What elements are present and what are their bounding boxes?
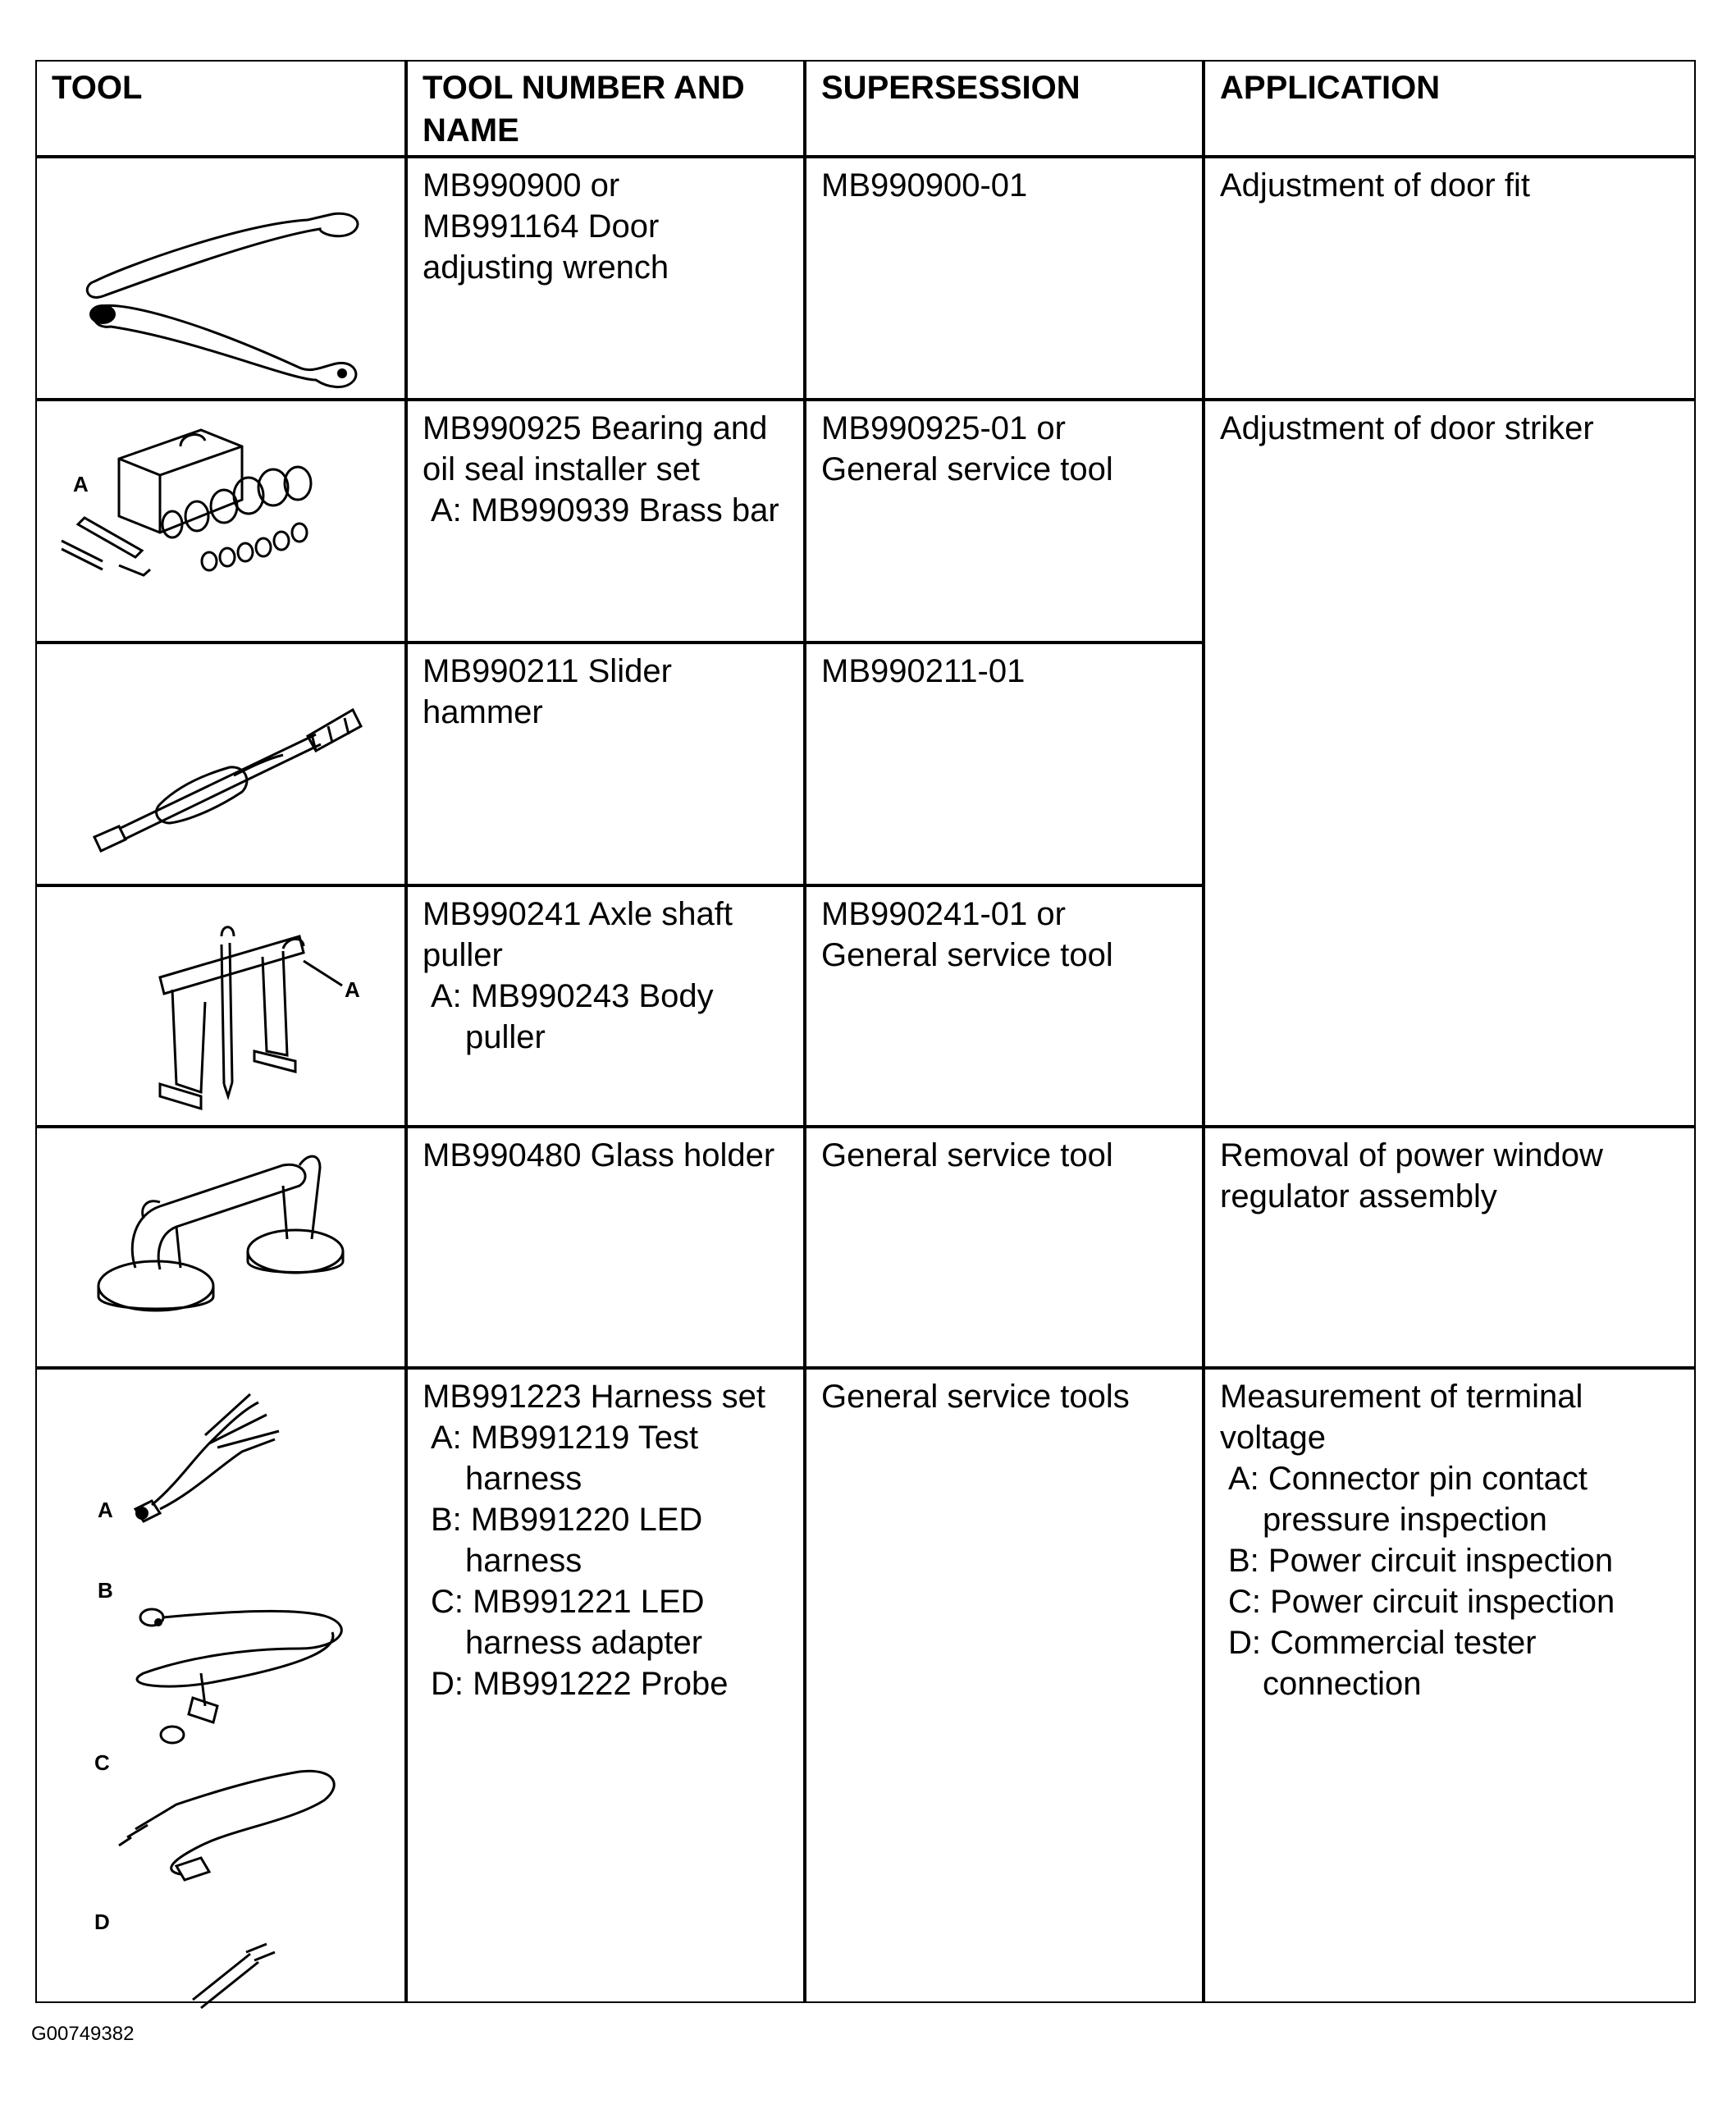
row4-tool-cell <box>35 885 406 1127</box>
row6-number-line: harness <box>465 1461 582 1497</box>
row2-supersession-line: MB990925-01 or <box>821 410 1066 446</box>
row5-supersession-cell <box>805 1127 1204 1368</box>
row3-tool-cell <box>35 643 406 885</box>
header-tool-number <box>406 60 805 157</box>
header-application-label: APPLICATION <box>1220 70 1441 106</box>
row5-application-cell <box>1204 1127 1696 1368</box>
row1-supersession-cell <box>805 157 1204 400</box>
row6-tool-callout-c: C <box>94 1750 110 1775</box>
row4-number-cell <box>406 885 805 1127</box>
row2-tool-cell <box>35 400 406 643</box>
row6-number-line: C: MB991221 LED <box>431 1584 705 1620</box>
row2-tool-callout: A <box>73 472 89 496</box>
figure-id: G00749382 <box>31 2023 135 2045</box>
row4-number-line: MB990241 Axle shaft <box>423 896 733 932</box>
row6-number-line: harness adapter <box>465 1625 703 1661</box>
special-tools-table <box>36 61 1697 2004</box>
bearing-installer-set-illustration <box>37 401 408 644</box>
row6-supersession-line: General service tools <box>821 1379 1130 1415</box>
row1-number-line: MB990900 or <box>423 167 620 204</box>
row4-number-line: puller <box>423 937 503 973</box>
slider-hammer-illustration <box>37 644 408 887</box>
header-tool-label: TOOL <box>52 70 143 106</box>
row4-number-line: A: MB990243 Body <box>431 978 714 1014</box>
row5-number-cell <box>406 1127 805 1368</box>
row6-tool-callout-b: B <box>98 1578 113 1603</box>
harness-set-illustration <box>37 1370 408 2005</box>
axle-shaft-puller-illustration <box>37 887 408 1128</box>
header-supersession-label: SUPERSESSION <box>821 70 1080 106</box>
row2-application-line: Adjustment of door striker <box>1220 410 1594 446</box>
row5-tool-cell <box>35 1127 406 1368</box>
row6-application-line: B: Power circuit inspection <box>1228 1543 1614 1579</box>
door-adjusting-wrench-illustration <box>37 158 408 401</box>
row6-application-line: A: Connector pin contact <box>1228 1461 1588 1497</box>
row6-tool-callout-d: D <box>94 1910 110 1934</box>
glass-holder-illustration <box>37 1128 408 1370</box>
row4-supersession-cell <box>805 885 1204 1127</box>
row6-application-cell <box>1204 1368 1696 2003</box>
row1-tool-cell <box>35 157 406 400</box>
row6-tool-callout-a: A <box>98 1498 113 1522</box>
header-supersession <box>805 60 1204 157</box>
row2-supersession-line: General service tool <box>821 451 1113 487</box>
row6-number-line: MB991223 Harness set <box>423 1379 766 1415</box>
row6-number-line: D: MB991222 Probe <box>431 1666 729 1702</box>
row5-supersession-line: General service tool <box>821 1137 1113 1173</box>
row6-number-cell <box>406 1368 805 2003</box>
row3-supersession-cell <box>805 643 1204 885</box>
row4-number-line: puller <box>465 1019 546 1055</box>
row2-number-line: A: MB990939 Brass bar <box>431 492 779 528</box>
row3-number-line: MB990211 Slider <box>423 653 672 689</box>
row2-number-line: oil seal installer set <box>423 451 700 487</box>
row5-application-line: Removal of power window <box>1220 1137 1603 1173</box>
row6-number-line: A: MB991219 Test <box>431 1420 699 1456</box>
header-tool-number-label: TOOL NUMBER AND NAME <box>423 70 745 149</box>
header-application <box>1204 60 1696 157</box>
row1-number-line: adjusting wrench <box>423 249 669 286</box>
header-tool <box>35 60 406 157</box>
row1-number-line: MB991164 Door <box>423 208 660 245</box>
row6-application-line: connection <box>1263 1666 1422 1702</box>
row2-number-cell <box>406 400 805 643</box>
row2-supersession-cell <box>805 400 1204 643</box>
row3-number-cell <box>406 643 805 885</box>
row1-number-cell <box>406 157 805 400</box>
row6-application-line: pressure inspection <box>1263 1502 1547 1538</box>
rows2-4-application-cell <box>1204 400 1696 1127</box>
row5-number-line: MB990480 Glass holder <box>423 1137 775 1173</box>
row6-application-line: voltage <box>1220 1420 1326 1456</box>
row4-supersession-line: General service tool <box>821 937 1113 973</box>
row4-tool-callout: A <box>345 977 360 1002</box>
row6-tool-cell <box>35 1368 406 2003</box>
row1-application-line: Adjustment of door fit <box>1220 167 1530 204</box>
row3-supersession-line: MB990211-01 <box>821 653 1026 689</box>
row1-supersession-line: MB990900-01 <box>821 167 1028 204</box>
row3-number-line: hammer <box>423 694 543 730</box>
row6-number-line: harness <box>465 1543 582 1579</box>
row6-supersession-cell <box>805 1368 1204 2003</box>
row5-application-line: regulator assembly <box>1220 1178 1497 1214</box>
row4-supersession-line: MB990241-01 or <box>821 896 1066 932</box>
row2-number-line: MB990925 Bearing and <box>423 410 768 446</box>
row6-application-line: Measurement of terminal <box>1220 1379 1583 1415</box>
row6-number-line: B: MB991220 LED <box>431 1502 703 1538</box>
row6-application-line: C: Power circuit inspection <box>1228 1584 1615 1620</box>
row6-application-line: D: Commercial tester <box>1228 1625 1537 1661</box>
row1-application-cell <box>1204 157 1696 400</box>
